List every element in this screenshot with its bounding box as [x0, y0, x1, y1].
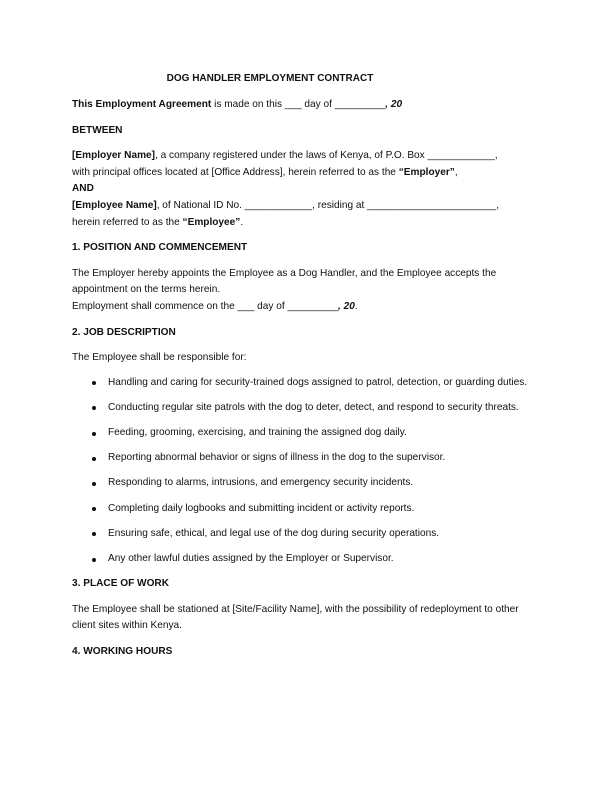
- employee-text-2: herein referred to as the: [72, 216, 183, 228]
- section-3-heading: 3. PLACE OF WORK: [72, 578, 170, 590]
- employer-text-2: with principal offices located at [Office Address], herein referred to as the: [72, 166, 399, 178]
- employer-text-1: , a company registered under the laws of Kenya, of P.O. Box ____________,: [155, 150, 498, 162]
- list-item: Reporting abnormal behavior or signs of illness in the dog to the supervisor.: [108, 450, 542, 467]
- employee-label: “Employee”: [182, 216, 241, 228]
- document-title: DOG HANDLER EMPLOYMENT CONTRACT: [166, 73, 374, 84]
- section-2-intro: The Employee shall be responsible for:: [72, 352, 247, 364]
- duties-list: [72, 375, 542, 568]
- list-item: Responding to alarms, intrusions, and emergency security incidents.: [108, 475, 542, 492]
- employee-end: .: [240, 216, 244, 228]
- employee-name: [Employee Name]: [72, 199, 157, 211]
- document-body: [72, 97, 542, 661]
- section-1-heading: 1. POSITION AND COMMENCEMENT: [72, 242, 248, 254]
- employer-paragraph: [72, 148, 542, 181]
- list-item: Ensuring safe, ethical, and legal use of the dog during security operations.: [108, 526, 542, 543]
- section-1-paragraph-1: The Employer hereby appoints the Employee as a Dog Handler, and the Employee accepts the appointment on the terms herein.: [72, 267, 497, 296]
- list-item: Feeding, grooming, exercising, and training the assigned dog daily.: [108, 425, 542, 442]
- intro-paragraph: [72, 97, 542, 114]
- section-4-heading: 4. WORKING HOURS: [72, 646, 173, 657]
- section-3-paragraph: The Employee shall be stationed at [Site/Facility Name], with the possibility of redeployment to other client sites within Kenya.: [72, 603, 519, 632]
- employee-paragraph: [72, 198, 542, 231]
- list-item: Handling and caring for security-trained dogs assigned to patrol, detection, or guarding duties.: [108, 375, 542, 392]
- intro-year: , 20: [385, 99, 403, 110]
- section-1-paragraph-2: [72, 299, 542, 316]
- list-item: Conducting regular site patrols with the dog to deter, detect, and respond to security threats.: [108, 400, 542, 417]
- section-2-heading: 2. JOB DESCRIPTION: [72, 326, 176, 338]
- intro-bold-lead: This Employment Agreement: [72, 99, 212, 110]
- list-item: Any other lawful duties assigned by the Employer or Supervisor.: [108, 551, 542, 568]
- list-item: Completing daily logbooks and submitting incident or activity reports.: [108, 501, 542, 518]
- between-heading: BETWEEN: [72, 124, 123, 136]
- employee-text-1: , of National ID No. ____________, residing at _______________________,: [156, 199, 500, 211]
- employer-end: ,: [454, 166, 458, 178]
- commencement-year: , 20: [337, 300, 355, 312]
- employer-label: “Employer”: [398, 166, 455, 178]
- commencement-end: .: [354, 300, 358, 312]
- intro-text: is made on this ___ day of _________: [211, 99, 386, 110]
- employer-name: [Employer Name]: [72, 150, 156, 162]
- commencement-text: Employment shall commence on the ___ day of _________: [72, 300, 338, 312]
- and-heading: AND: [72, 183, 94, 195]
